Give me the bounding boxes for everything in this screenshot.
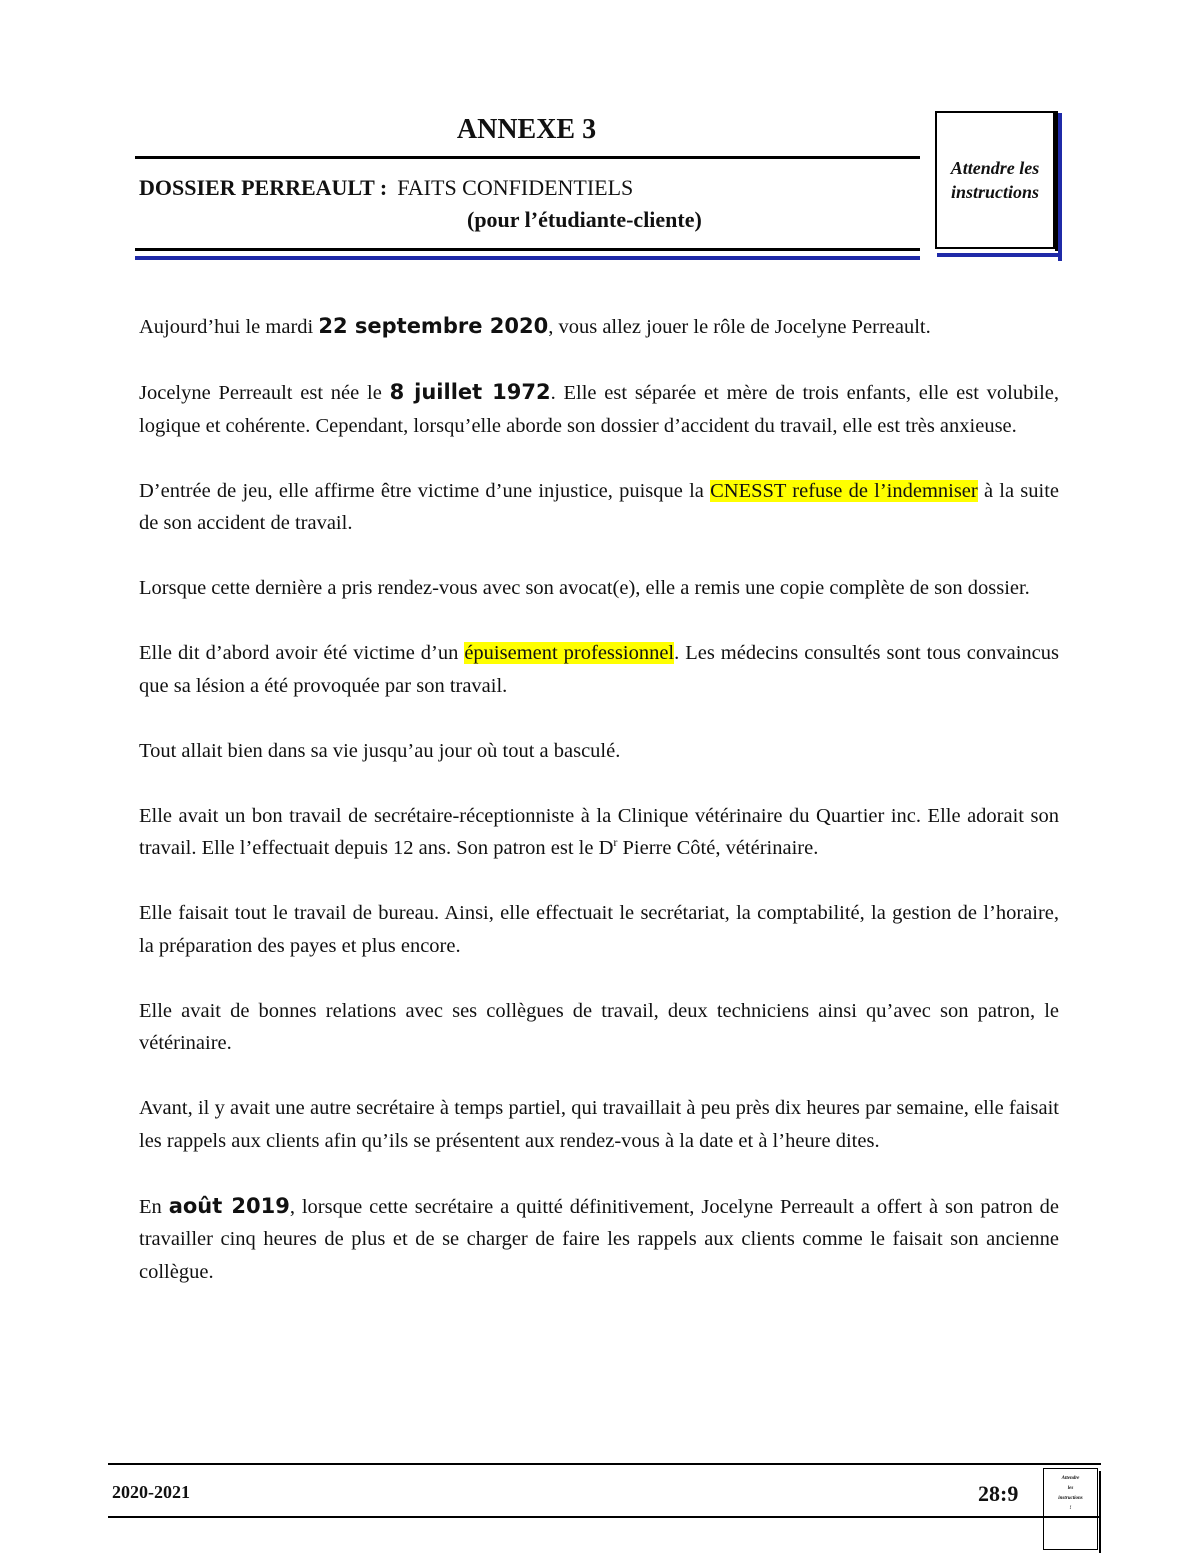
paragraph-intro bbox=[139, 310, 1059, 344]
paragraph-life: Tout allait bien dans sa vie jusqu’au jour où tout a basculé. bbox=[139, 739, 621, 762]
header-rule-bottom bbox=[135, 248, 920, 251]
footer-wait-box bbox=[1043, 1468, 1098, 1550]
paragraph-august bbox=[139, 1190, 1059, 1289]
paragraph-job bbox=[139, 800, 1059, 865]
text: Elle avait un bon travail de secrétaire-réceptionniste à la Clinique vétérinaire du Quartier inc. Elle adorait son travail. Elle l’effectuait depuis 12 ans. Son patron est le D bbox=[139, 804, 1059, 859]
dossier-label: DOSSIER PERREAULT : bbox=[139, 175, 388, 200]
text: les bbox=[1067, 1486, 1074, 1491]
text: instructions bbox=[1058, 1496, 1083, 1501]
paragraph-burnout bbox=[139, 637, 1059, 702]
footer-wait-text bbox=[1044, 1474, 1097, 1514]
text: En bbox=[139, 1195, 169, 1218]
highlight-burnout: épuisement professionnel bbox=[464, 642, 675, 664]
dossier-audience: (pour l’étudiante-cliente) bbox=[467, 207, 702, 232]
superscript: r bbox=[613, 835, 618, 850]
text: Elle dit d’abord avoir été victime d’un bbox=[139, 642, 465, 664]
text: , vous allez jouer le rôle de Jocelyne Perreault. bbox=[548, 316, 931, 338]
footer-rule-top bbox=[108, 1463, 1101, 1465]
wait-instructions-box bbox=[935, 111, 1055, 249]
text: Jocelyne Perreault est née le bbox=[139, 382, 390, 404]
text: , lorsque cette secrétaire a quitté définitivement, Jocelyne Perreault a offert à son patron de travailler cinq heures de plus et de se charger de faire les rappels aux clients comme le faisait son ancienne collègue. bbox=[139, 1195, 1059, 1283]
paragraph-injustice bbox=[139, 475, 1059, 540]
wait-box-shadow bbox=[1055, 111, 1058, 251]
wait-line-1: Attendre les bbox=[950, 158, 1040, 178]
wait-instructions-text bbox=[951, 156, 1040, 204]
footer-year: 2020-2021 bbox=[112, 1482, 190, 1502]
date-august: août 2019 bbox=[168, 1193, 290, 1218]
dossier-subject: FAITS CONFIDENTIELS bbox=[397, 175, 634, 200]
paragraph-lawyer: Lorsque cette dernière a pris rendez-vous avec son avocat(e), elle a remis une copie complète de son dossier. bbox=[139, 577, 1030, 599]
text: Aujourd’hui le mardi bbox=[139, 316, 319, 338]
paragraph-tasks: Elle faisait tout le travail de bureau. Ainsi, elle effectuait le secrétariat, la comptabilité, la gestion de l’horaire, la préparation des payes et plus encore. bbox=[139, 902, 1059, 957]
highlight-cnesst: CNESST refuse de l’indemniser bbox=[710, 479, 978, 502]
paragraph-relations: Elle avait de bonnes relations avec ses collègues de travail, deux techniciens ainsi qu’avec son patron, le vétérinaire. bbox=[139, 999, 1059, 1054]
annex-title: ANNEXE 3 bbox=[456, 114, 597, 145]
footer-rule-bottom bbox=[108, 1516, 1101, 1518]
date-meeting: 22 septembre 2020 bbox=[318, 314, 549, 338]
paragraph-birth bbox=[139, 376, 1059, 442]
text: D’entrée de jeu, elle affirme être victime d’une injustice, puisque la bbox=[139, 479, 711, 502]
footer-page-number: 28:9 bbox=[978, 1481, 1019, 1506]
text: Pierre Côté, vétérinaire. bbox=[617, 837, 819, 859]
paragraph-part-time: Avant, il y avait une autre secrétaire à temps partiel, qui travaillait à peu près dix heures par semaine, elle faisait les rappels aux clients afin qu’ils se présentent aux rendez-vous à la date et à l’heure dites. bbox=[139, 1097, 1059, 1152]
text: ! bbox=[1069, 1506, 1072, 1511]
text: à la suite de son accident de travail. bbox=[139, 479, 1059, 534]
text: Attendre bbox=[1061, 1476, 1080, 1481]
header-rule-blue bbox=[135, 256, 920, 260]
date-birth: 8 juillet 1972 bbox=[389, 380, 551, 404]
text: . Les médecins consultés sont tous convaincus que sa lésion a été provoquée par son travail. bbox=[139, 642, 1059, 697]
document-body bbox=[139, 310, 1059, 1321]
dossier-heading bbox=[139, 174, 633, 202]
text: . Elle est séparée et mère de trois enfants, elle est volubile, logique et cohérente. Cependant, lorsqu’elle aborde son dossier d’accident du travail, elle est très anxieuse. bbox=[139, 382, 1059, 437]
header-rule-top bbox=[135, 156, 920, 159]
wait-line-2: instructions bbox=[950, 182, 1040, 202]
